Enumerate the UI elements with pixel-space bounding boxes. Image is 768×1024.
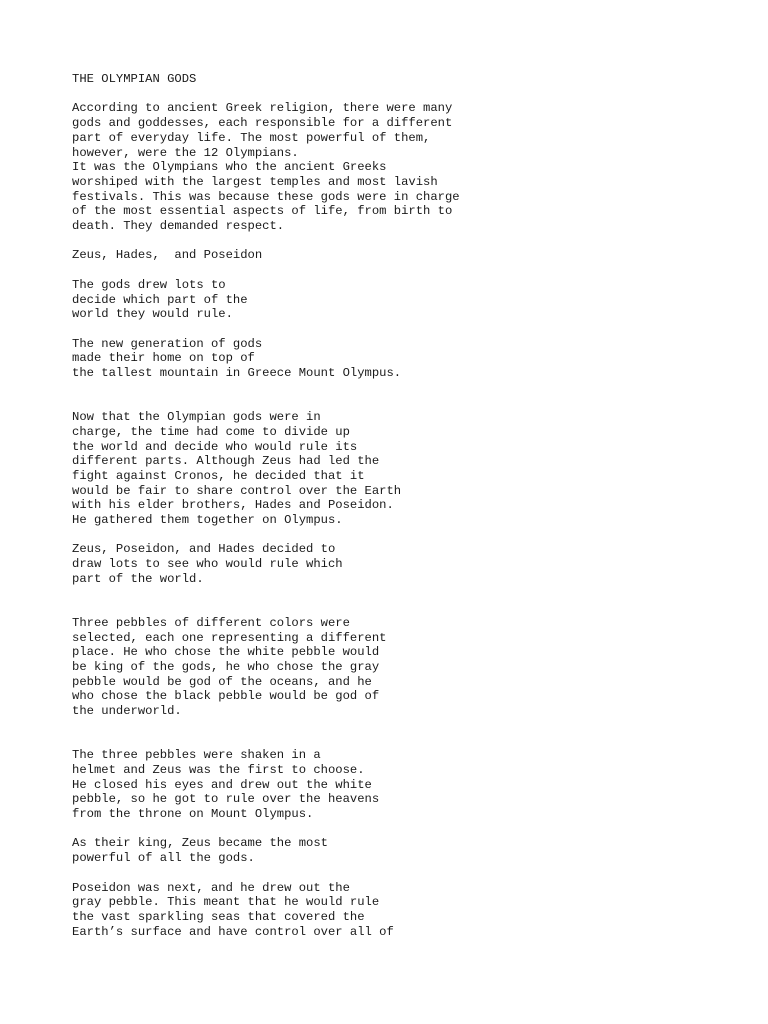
paragraph-intro: According to ancient Greek religion, there were many gods and goddesses, each responsible for a different part of everyday life. The most powerful of them, however, were the 12 Olympians. It was the Olympians who the ancient Greeks worshiped with the largest temples and most lavish festivals. This was because these gods were in charge of the most essential aspects of life, from birth to death. They demanded respect.: [72, 101, 460, 234]
paragraph-pebbles: Three pebbles of different colors were selected, each one representing a different place. He who chose the white pebble would be king of the gods, he who chose the gray pebble would be god of the oceans, and he who chose the black pebble would be god of the underworld.: [72, 615, 387, 719]
paragraph-mount-olympus: The new generation of gods made their home on top of the tallest mountain in Greece Mount Olympus.: [72, 336, 402, 380]
document-page: [72, 72, 732, 939]
paragraph-poseidon: Poseidon was next, and he drew out the gray pebble. This meant that he would rule the vast sparkling seas that covered the Earth’s surface and have control over all of: [72, 880, 394, 939]
paragraph-zeus-choice: The three pebbles were shaken in a helmet and Zeus was the first to choose. He closed his eyes and drew out the white pebble, so he got to rule over the heavens from the throne on Mount Olympus.: [72, 748, 380, 822]
section-heading: Zeus, Hades, and Poseidon: [72, 248, 263, 263]
paragraph-lots-summary: The gods drew lots to decide which part of the world they would rule.: [72, 277, 248, 322]
paragraph-draw-lots: Zeus, Poseidon, and Hades decided to draw lots to see who would rule which part of the world.: [72, 542, 343, 586]
paragraph-divide-world: Now that the Olympian gods were in charge, the time had come to divide up the world and decide who would rule its different parts. Although Zeus had led the fight against Cronos, he decided that it would be fair to share control over the Earth with his elder brothers, Hades and Poseidon. He gathered them together on Olympus.: [72, 410, 402, 528]
document-title: THE OLYMPIAN GODS: [72, 72, 197, 86]
paragraph-zeus-king: As their king, Zeus became the most powerful of all the gods.: [72, 836, 328, 866]
